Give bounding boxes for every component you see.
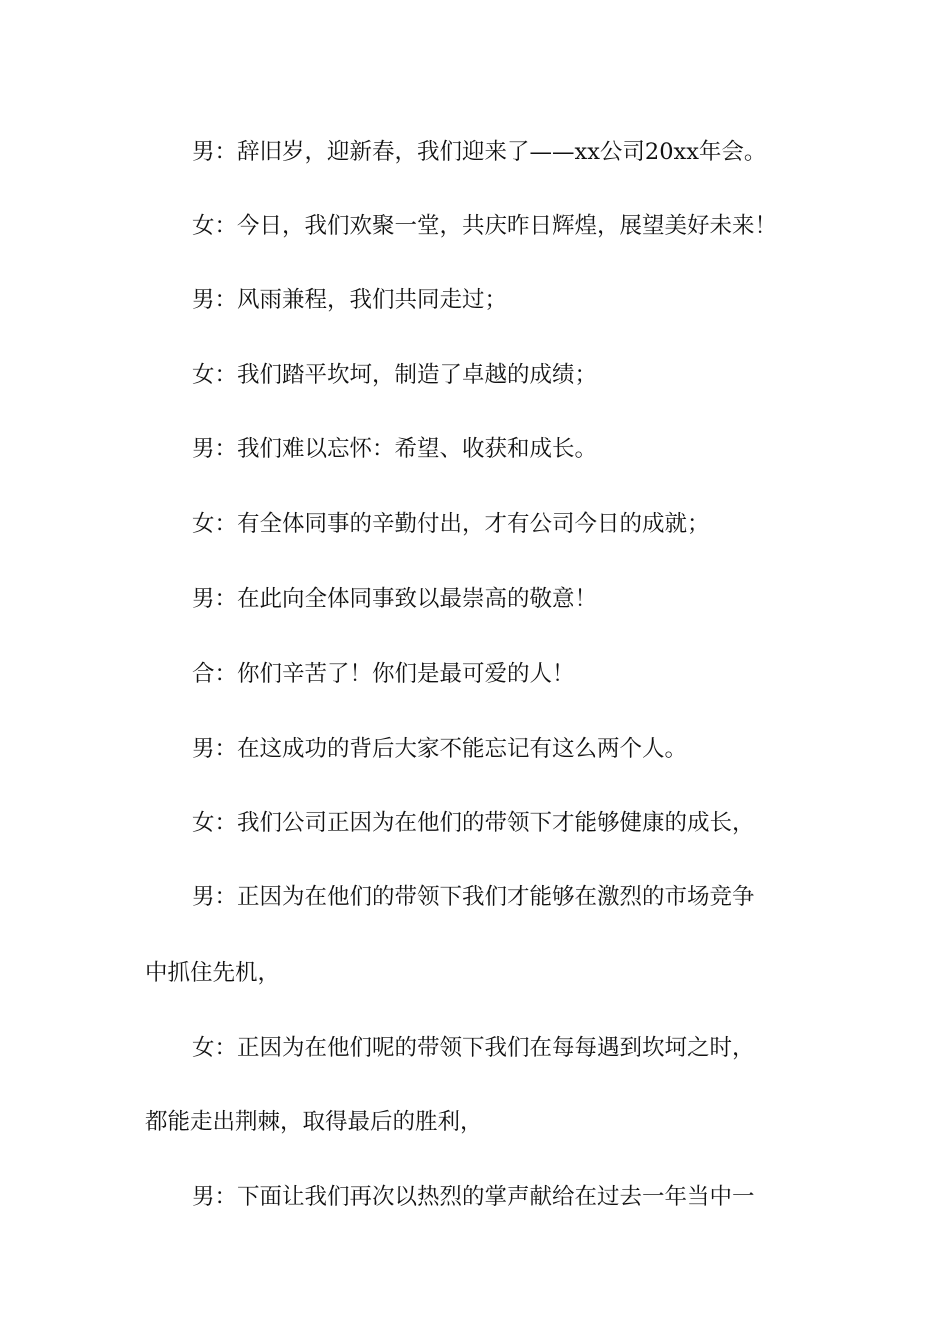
dialogue-line: 男：下面让我们再次以热烈的掌声献给在过去一年当中一 <box>192 1184 755 1210</box>
dialogue-line: 女：我们公司正因为在他们的带领下才能够健康的成长， <box>192 810 755 836</box>
dialogue-line: 女：我们踏平坎坷，制造了卓越的成绩； <box>192 362 598 388</box>
dialogue-line: 男：正因为在他们的带领下我们才能够在激烈的市场竞争 <box>192 884 755 910</box>
dialogue-line: 男：风雨兼程，我们共同走过； <box>192 287 508 313</box>
dialogue-line: 合：你们辛苦了！你们是最可爱的人！ <box>192 661 575 687</box>
dialogue-line: 男：在此向全体同事致以最崇高的敬意！ <box>192 586 598 612</box>
dialogue-line: 女：今日，我们欢聚一堂，共庆昨日辉煌，展望美好未来！ <box>192 213 778 239</box>
dialogue-continuation: 中抓住先机， <box>145 960 281 986</box>
dialogue-continuation: 都能走出荆棘，取得最后的胜利， <box>145 1109 483 1135</box>
dialogue-line: 女：正因为在他们呢的带领下我们在每每遇到坎坷之时， <box>192 1035 755 1061</box>
dialogue-line: 男：在这成功的背后大家不能忘记有这么两个人。 <box>192 736 688 762</box>
dialogue-line: 男：我们难以忘怀：希望、收获和成长。 <box>192 436 598 462</box>
dialogue-line: 女：有全体同事的辛勤付出，才有公司今日的成就； <box>192 511 710 537</box>
dialogue-line: 男：辞旧岁，迎新春，我们迎来了——xx公司20xx年会。 <box>192 139 767 165</box>
